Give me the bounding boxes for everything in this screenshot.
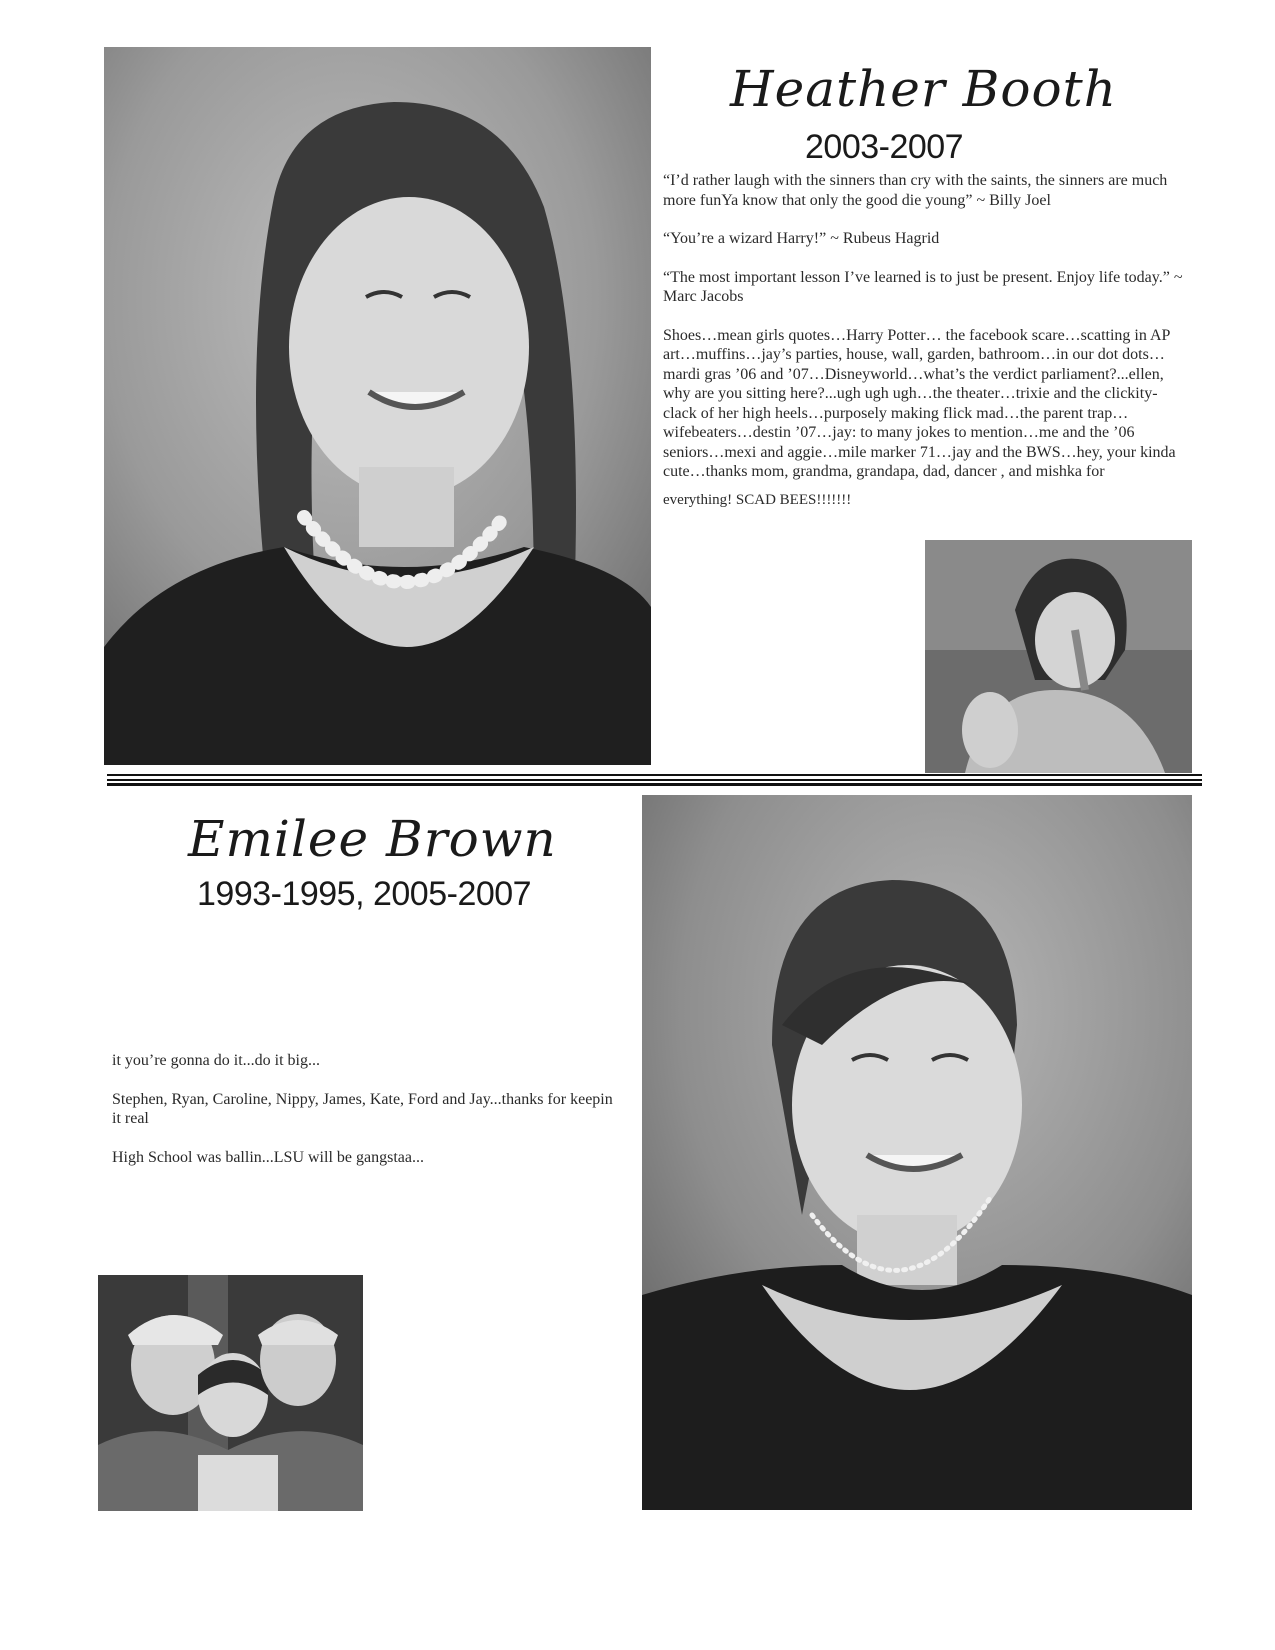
memories-text: Shoes…mean girls quotes…Harry Potter… the facebook scare…scatting in AP art…muffins…jay’s parties, house, wall, garden, bathroom…in our dot dots…mardi gras ’06 and ’07…Disneyworld…what’s the verdict parliament?...ellen, why are you sitting here?...ugh ugh ugh…the theater…trixie and the clickity-clack of her high heels…purposely making flick mad…the parent trap…wifebeaters…destin ’07…jay: to many jokes to mention…me and the ’06 seniors…mexi and aggie…mile marker 71…jay and the BWS…hey, your kinda cute…thanks mom, grandma, grandapa, dad, dancer , and mishka for	[663, 326, 1176, 480]
student-name: Heather Booth	[730, 60, 1117, 118]
quote-1: “I’d rather laugh with the sinners than cry with the saints, the sinners are much more funYa know that only the good die young” ~ Billy Joel	[663, 172, 1168, 209]
student-quotes	[663, 171, 1183, 510]
message-2: Stephen, Ryan, Caroline, Nippy, James, Kate, Ford and Jay...thanks for keepin it real	[112, 1090, 613, 1127]
emilee-brown-portrait	[642, 795, 1192, 1510]
emilee-group-candid-photo	[98, 1275, 363, 1511]
section-divider	[107, 774, 1202, 786]
message-1: it you’re gonna do it...do it big...	[112, 1052, 320, 1069]
message-3: High School was ballin...LSU will be gangstaa...	[112, 1148, 424, 1166]
quote-3: “The most important lesson I’ve learned is to just be present. Enjoy life today.” ~ Marc Jacobs	[663, 268, 1183, 305]
student-years: 2003-2007	[805, 128, 964, 166]
quote-2: “You’re a wizard Harry!” ~ Rubeus Hagrid	[663, 230, 940, 247]
student-years: 1993-1995, 2005-2007	[197, 875, 532, 913]
heather-booth-portrait	[104, 47, 651, 765]
heather-candid-photo	[925, 540, 1192, 773]
student-name: Emilee Brown	[188, 810, 557, 868]
student-messages	[112, 1051, 622, 1186]
memories-end: everything! SCAD BEES!!!!!!!	[663, 491, 852, 508]
